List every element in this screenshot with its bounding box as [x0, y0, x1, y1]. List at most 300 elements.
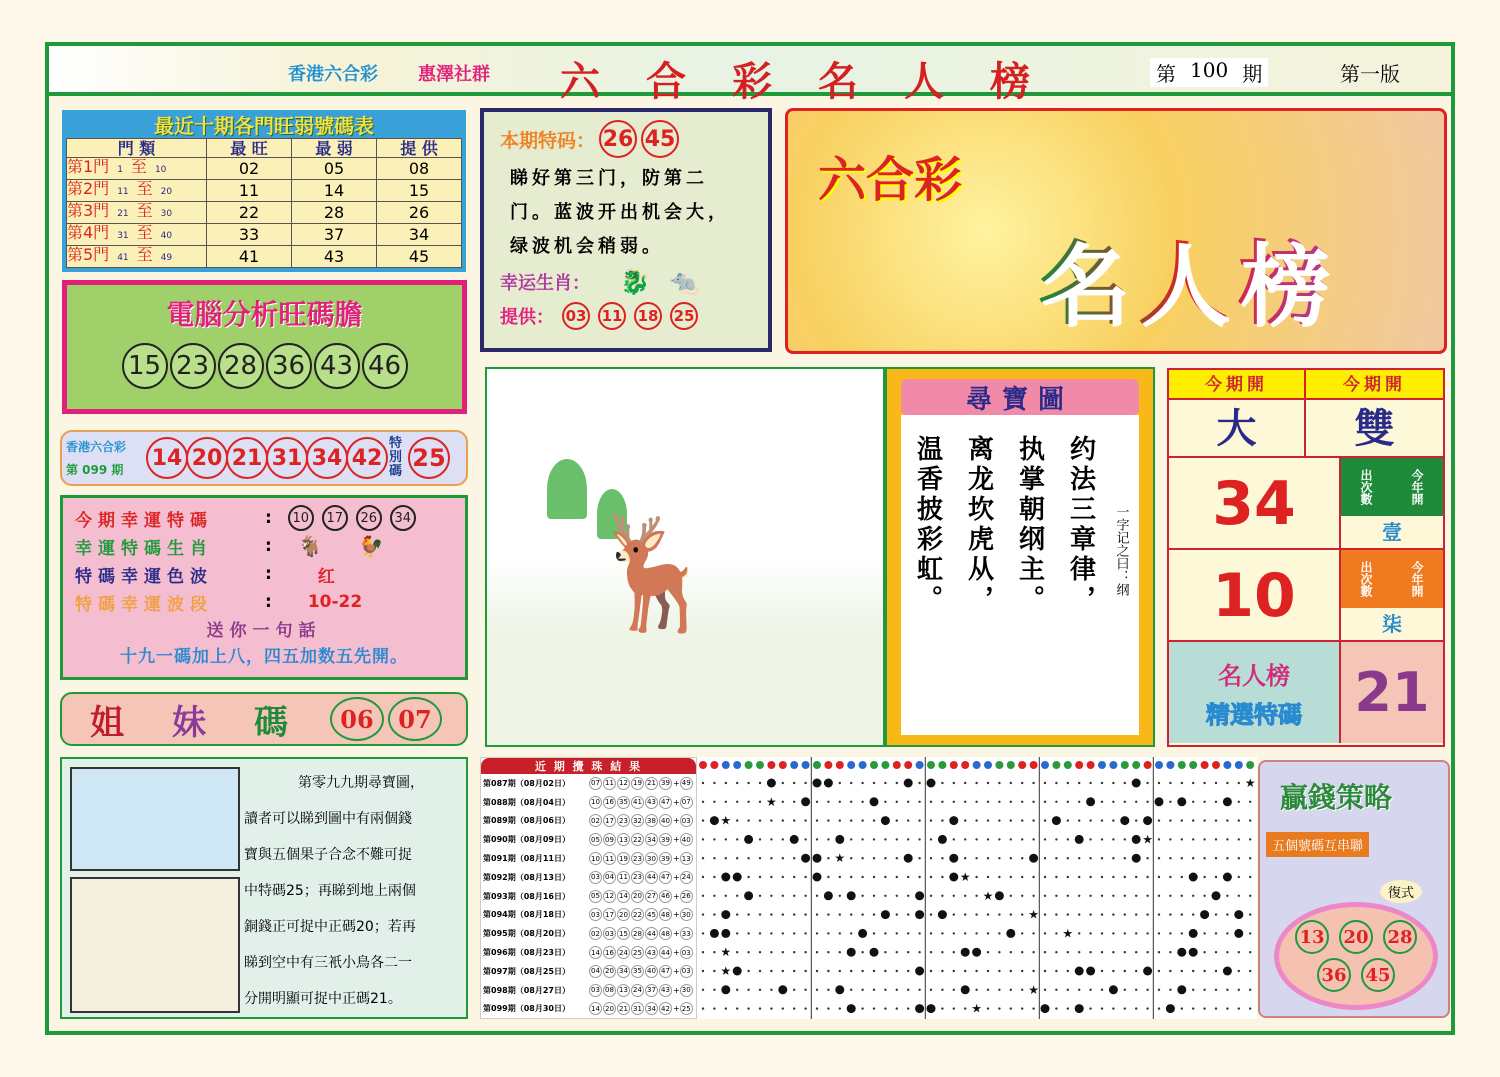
result-row — [481, 887, 696, 906]
drawn-dot — [1086, 967, 1095, 976]
result-number: 14 — [617, 890, 630, 903]
color-ball — [767, 761, 775, 769]
number-1: 34 — [1169, 458, 1341, 550]
result-number: 27 — [645, 890, 658, 903]
result-number: 48 — [659, 908, 672, 921]
grid-dot — [770, 819, 772, 821]
deer-icon: 🦌 — [587, 509, 724, 637]
grid-dot — [747, 801, 749, 803]
grid-dot — [884, 1007, 886, 1009]
grid-dot — [1124, 782, 1126, 784]
grid-dot — [793, 895, 795, 897]
grid-dot — [736, 782, 738, 784]
grid-dot — [793, 913, 795, 915]
grid-dot — [930, 819, 932, 821]
grid-dot — [1078, 932, 1080, 934]
drawn-dot — [881, 910, 890, 919]
special-number: 45 — [641, 120, 679, 158]
grid-dot — [1010, 819, 1012, 821]
give-number: 25 — [670, 302, 698, 330]
grid-dot — [839, 819, 841, 821]
table-row — [67, 202, 462, 224]
grid-dot — [702, 801, 704, 803]
grid-dot — [884, 951, 886, 953]
grid-dot — [759, 895, 761, 897]
color-ball — [859, 761, 867, 769]
grid-dot — [918, 857, 920, 859]
result-number: 42 — [659, 1002, 672, 1015]
grid-dot — [896, 838, 898, 840]
strategy-number: 45 — [1361, 958, 1395, 992]
grid-dot — [816, 951, 818, 953]
explain-line: 讀者可以睇到圖中有兩個錢 — [244, 811, 412, 827]
grid-dot — [987, 1007, 989, 1009]
give-number: 18 — [634, 302, 662, 330]
drawn-dot — [1155, 797, 1164, 806]
grid-dot — [725, 1007, 727, 1009]
color-ball — [699, 761, 707, 769]
special-star: ★ — [971, 1001, 982, 1016]
grid-dot — [1146, 1007, 1148, 1009]
value-min: 43 — [292, 246, 377, 268]
grid-dot — [907, 951, 909, 953]
drawn-dot — [904, 854, 913, 863]
value-max: 02 — [207, 158, 292, 180]
result-special: 30 — [680, 908, 693, 921]
grid-dot — [1192, 895, 1194, 897]
drawn-dot — [1143, 816, 1152, 825]
poem — [901, 415, 1139, 735]
tree-icon — [547, 459, 587, 519]
grid-dot — [964, 932, 966, 934]
value-give: 26 — [377, 202, 462, 224]
drawn-dot — [915, 910, 924, 919]
number-2: 10 — [1169, 550, 1341, 642]
issue-value: 100 — [1190, 58, 1229, 82]
grid-dot — [1192, 913, 1194, 915]
grid-dot — [1181, 913, 1183, 915]
door-name: 第1門 — [67, 157, 110, 176]
grid-dot — [747, 932, 749, 934]
grid-dot — [782, 819, 784, 821]
grid-dot — [1169, 989, 1171, 991]
drawn-dot — [767, 779, 776, 788]
grid-dot — [839, 932, 841, 934]
grid-dot — [998, 970, 1000, 972]
result-special: 33 — [680, 927, 693, 940]
color-ball — [1041, 761, 1049, 769]
drawn-dot — [790, 835, 799, 844]
grid-dot — [1249, 989, 1251, 991]
grid-dot — [759, 1007, 761, 1009]
result-number: 35 — [617, 796, 630, 809]
result-issue: 第099期（08月30日） — [483, 1004, 570, 1014]
grid-dot — [1010, 857, 1012, 859]
grid-dot — [793, 876, 795, 878]
color-ball — [973, 761, 981, 769]
grid-dot — [1169, 782, 1171, 784]
result-special: 24 — [680, 871, 693, 884]
grid-dot — [782, 876, 784, 878]
result-row — [481, 943, 696, 962]
grid-dot — [896, 913, 898, 915]
result-number: 20 — [631, 890, 644, 903]
grid-dot — [1010, 1007, 1012, 1009]
grid-dot — [1215, 819, 1217, 821]
grid-dot — [1226, 932, 1228, 934]
grid-dot — [930, 913, 932, 915]
dragon-icon: 🐉 — [620, 268, 650, 296]
result-number: 08 — [603, 984, 616, 997]
result-issue: 第095期（08月20日） — [483, 929, 570, 939]
special-star: ★ — [720, 945, 732, 960]
grid-dot — [1238, 782, 1240, 784]
result-number: 48 — [659, 927, 672, 940]
grid-dot — [839, 970, 841, 972]
result-issue: 第096期（08月23日） — [483, 948, 570, 958]
grid-dot — [827, 913, 829, 915]
grid-dot — [907, 838, 909, 840]
grid-dot — [782, 1007, 784, 1009]
grid-dot — [987, 782, 989, 784]
result-number: 14 — [589, 946, 602, 959]
grid-dot — [1249, 876, 1251, 878]
grid-dot — [1238, 876, 1240, 878]
grid-dot — [884, 876, 886, 878]
grid-dot — [1044, 801, 1046, 803]
grid-dot — [1238, 951, 1240, 953]
explain-text — [244, 765, 466, 1017]
issue-number — [1150, 58, 1268, 87]
grid-dot — [861, 801, 863, 803]
plus: + — [673, 816, 680, 826]
lucky-label-2: 幸運特碼生肖 — [75, 538, 213, 559]
grid-dot — [770, 1007, 772, 1009]
drawn-dot — [744, 835, 753, 844]
grid-dot — [896, 876, 898, 878]
grid-dot — [953, 989, 955, 991]
color-ball — [824, 761, 832, 769]
grid-dot — [1238, 1007, 1240, 1009]
drawn-dot — [1143, 967, 1152, 976]
value-min: 37 — [292, 224, 377, 246]
drawn-dot — [1006, 929, 1015, 938]
grid-dot — [1215, 932, 1217, 934]
grid-dot — [1078, 951, 1080, 953]
treasure-title: 尋寶圖 — [901, 379, 1139, 415]
grid-dot — [713, 970, 715, 972]
results-title: 近 期 攪 珠 結 果 — [481, 758, 696, 774]
grid-dot — [816, 819, 818, 821]
grid-dot — [759, 838, 761, 840]
grid-dot — [907, 895, 909, 897]
grid-dot — [736, 913, 738, 915]
grid-dot — [793, 951, 795, 953]
grid-dot — [1135, 951, 1137, 953]
grid-dot — [1135, 801, 1137, 803]
grid-dot — [896, 951, 898, 953]
result-number: 13 — [617, 833, 630, 846]
result-row — [481, 774, 696, 793]
special-star: ★ — [766, 794, 777, 809]
grid-dot — [759, 932, 761, 934]
grid-dot — [1032, 782, 1034, 784]
drawn-dot — [721, 873, 730, 882]
grid-dot — [793, 801, 795, 803]
result-special: 03 — [680, 946, 693, 959]
grid-dot — [998, 951, 1000, 953]
grid-dot — [782, 970, 784, 972]
result-number: 28 — [631, 927, 644, 940]
grid-dot — [713, 1007, 715, 1009]
grid-dot — [873, 857, 875, 859]
results-rows — [481, 774, 696, 1018]
grid-dot — [770, 951, 772, 953]
grid-dot — [1215, 970, 1217, 972]
grid-dot — [1010, 970, 1012, 972]
grid-dot — [1089, 876, 1091, 878]
result-issue: 第097期（08月25日） — [483, 966, 570, 976]
grid-dot — [725, 857, 727, 859]
grid-dot — [1010, 989, 1012, 991]
grid-dot — [804, 989, 806, 991]
grid-dot — [884, 782, 886, 784]
drawn-dot — [961, 948, 970, 957]
result-special: 03 — [680, 814, 693, 827]
grid-dot — [1078, 989, 1080, 991]
color-ball — [847, 761, 855, 769]
grid-dot — [702, 970, 704, 972]
grid-dot — [1089, 1007, 1091, 1009]
drawn-dot — [1029, 854, 1038, 863]
grid-dot — [953, 970, 955, 972]
grid-dot — [1101, 989, 1103, 991]
grid-dot — [1169, 970, 1171, 972]
result-number: 20 — [603, 1002, 616, 1015]
goat-icon: 🐐 — [297, 534, 329, 558]
result-number: 22 — [631, 908, 644, 921]
result-number: 21 — [617, 1002, 630, 1015]
grid-dot — [930, 951, 932, 953]
grid-dot — [793, 819, 795, 821]
drawn-dot — [1120, 816, 1129, 825]
result-number: 04 — [603, 871, 616, 884]
drawn-dot — [847, 1004, 856, 1013]
grid-dot — [770, 989, 772, 991]
table-row — [67, 246, 462, 268]
grid-dot — [1203, 895, 1205, 897]
grid-dot — [1067, 801, 1069, 803]
sister-char: 碼 — [254, 702, 288, 743]
explain-panel — [60, 757, 468, 1019]
grid-dot — [1101, 932, 1103, 934]
grid-dot — [1226, 857, 1228, 859]
result-number: 37 — [645, 984, 658, 997]
grid-dot — [1055, 913, 1057, 915]
column-header: 提 供 — [377, 139, 462, 158]
grid-dot — [759, 876, 761, 878]
poem-line: 温香披彩虹。 — [912, 435, 943, 615]
color-ball — [893, 761, 901, 769]
grid-dot — [907, 801, 909, 803]
grid-dot — [1226, 913, 1228, 915]
grid-dot — [1021, 913, 1023, 915]
grid-dot — [782, 895, 784, 897]
door-cell — [67, 224, 207, 246]
grid-dot — [930, 970, 932, 972]
grid-dot — [907, 819, 909, 821]
grid-dot — [987, 801, 989, 803]
grid-dot — [770, 970, 772, 972]
grid-dot — [1112, 819, 1114, 821]
year-label: 今年開 — [1410, 561, 1424, 597]
grid-dot — [953, 951, 955, 953]
grid-dot — [713, 989, 715, 991]
column-header: 最 旺 — [207, 139, 292, 158]
drawn-dot — [1212, 891, 1221, 900]
grid-dot — [975, 989, 977, 991]
grid-dot — [1146, 876, 1148, 878]
drawn-dot — [847, 891, 856, 900]
grid-dot — [1203, 819, 1205, 821]
grid-dot — [964, 801, 966, 803]
drawn-dot — [1052, 816, 1061, 825]
grid-dot — [1124, 913, 1126, 915]
drawn-dot — [721, 985, 730, 994]
grid-dot — [918, 951, 920, 953]
grid-dot — [850, 932, 852, 934]
grid-dot — [725, 838, 727, 840]
grid-dot — [747, 989, 749, 991]
result-number: 14 — [589, 1002, 602, 1015]
grid-dot — [804, 970, 806, 972]
grid-dot — [827, 970, 829, 972]
grid-dot — [1203, 838, 1205, 840]
lucky-number: 26 — [356, 505, 382, 531]
drawn-dot — [938, 910, 947, 919]
grid-dot — [1032, 876, 1034, 878]
drawn-dot — [915, 891, 924, 900]
special-label: 本期特码： — [500, 129, 596, 152]
color-ball — [1007, 761, 1015, 769]
grid-dot — [1044, 895, 1046, 897]
grid-dot — [736, 989, 738, 991]
drawn-dot — [1223, 873, 1232, 882]
special-panel — [480, 108, 772, 352]
grid-dot — [782, 857, 784, 859]
grid-dot — [975, 857, 977, 859]
grid-dot — [987, 913, 989, 915]
give-number: 11 — [598, 302, 626, 330]
grid-dot — [1021, 989, 1023, 991]
result-row — [481, 812, 696, 831]
grid-dot — [759, 801, 761, 803]
grid-dot — [941, 895, 943, 897]
grid-dot — [1078, 895, 1080, 897]
grid-dot — [713, 782, 715, 784]
grid-dot — [782, 951, 784, 953]
result-number: 43 — [645, 796, 658, 809]
drawn-dot — [801, 854, 810, 863]
grid-dot — [1192, 782, 1194, 784]
grid-dot — [1078, 801, 1080, 803]
grid-dot — [861, 819, 863, 821]
result-number: 19 — [617, 852, 630, 865]
grid-dot — [884, 801, 886, 803]
plus: + — [673, 985, 680, 995]
lucky-color: 红 — [317, 566, 341, 587]
lucky-label-1: 今期幸運特碼 — [75, 510, 213, 531]
table-header-row — [67, 139, 462, 158]
drawn-dot — [1189, 948, 1198, 957]
grid-dot — [1021, 1007, 1023, 1009]
grid-dot — [964, 838, 966, 840]
grid-dot — [1181, 932, 1183, 934]
sister-panel — [60, 692, 468, 746]
result-number: 24 — [617, 946, 630, 959]
grid-dot — [1158, 876, 1160, 878]
grid-dot — [1238, 857, 1240, 859]
count-1: 壹 — [1382, 520, 1402, 544]
grid-dot — [953, 895, 955, 897]
table-row — [67, 180, 462, 202]
grid-dot — [713, 895, 715, 897]
grid-dot — [861, 782, 863, 784]
plus: + — [673, 929, 680, 939]
grid-dot — [713, 951, 715, 953]
plus: + — [673, 778, 680, 788]
grid-dot — [1010, 895, 1012, 897]
result-number: 11 — [603, 852, 616, 865]
drawn-dot — [972, 948, 981, 957]
grid-dot — [998, 1007, 1000, 1009]
frog-illustration — [70, 877, 240, 1013]
grid-dot — [941, 876, 943, 878]
grid-dot — [736, 951, 738, 953]
poem-lines — [910, 435, 1100, 735]
computer-panel — [62, 280, 467, 414]
strategy-sub: 五個號碼互串聯 — [1266, 832, 1369, 857]
lucky-panel — [60, 495, 468, 680]
drawn-dot — [733, 873, 742, 882]
grid-dot — [1192, 838, 1194, 840]
result-number: 44 — [645, 927, 658, 940]
grid-dot — [1215, 801, 1217, 803]
grid-dot — [861, 913, 863, 915]
to-label: 至 — [136, 179, 153, 198]
grid-dot — [884, 838, 886, 840]
drawn-dot — [801, 797, 810, 806]
result-number: 32 — [631, 814, 644, 827]
grid-dot — [1101, 1007, 1103, 1009]
grid-dot — [998, 989, 1000, 991]
grid-dot — [804, 838, 806, 840]
grid-dot — [1135, 819, 1137, 821]
result-number: 45 — [645, 908, 658, 921]
result-number: 43 — [659, 984, 672, 997]
grid-dot — [1021, 932, 1023, 934]
color-ball — [1223, 761, 1231, 769]
grid-dot — [850, 876, 852, 878]
grid-dot — [782, 801, 784, 803]
grid-dot — [1146, 913, 1148, 915]
grid-dot — [759, 970, 761, 972]
banner-big-title — [1038, 211, 1338, 341]
grid-dot — [873, 876, 875, 878]
saying-text: 十九一碼加上八，四五加数五先開。 — [120, 647, 408, 667]
color-ball — [904, 761, 912, 769]
grid-dot — [1112, 782, 1114, 784]
